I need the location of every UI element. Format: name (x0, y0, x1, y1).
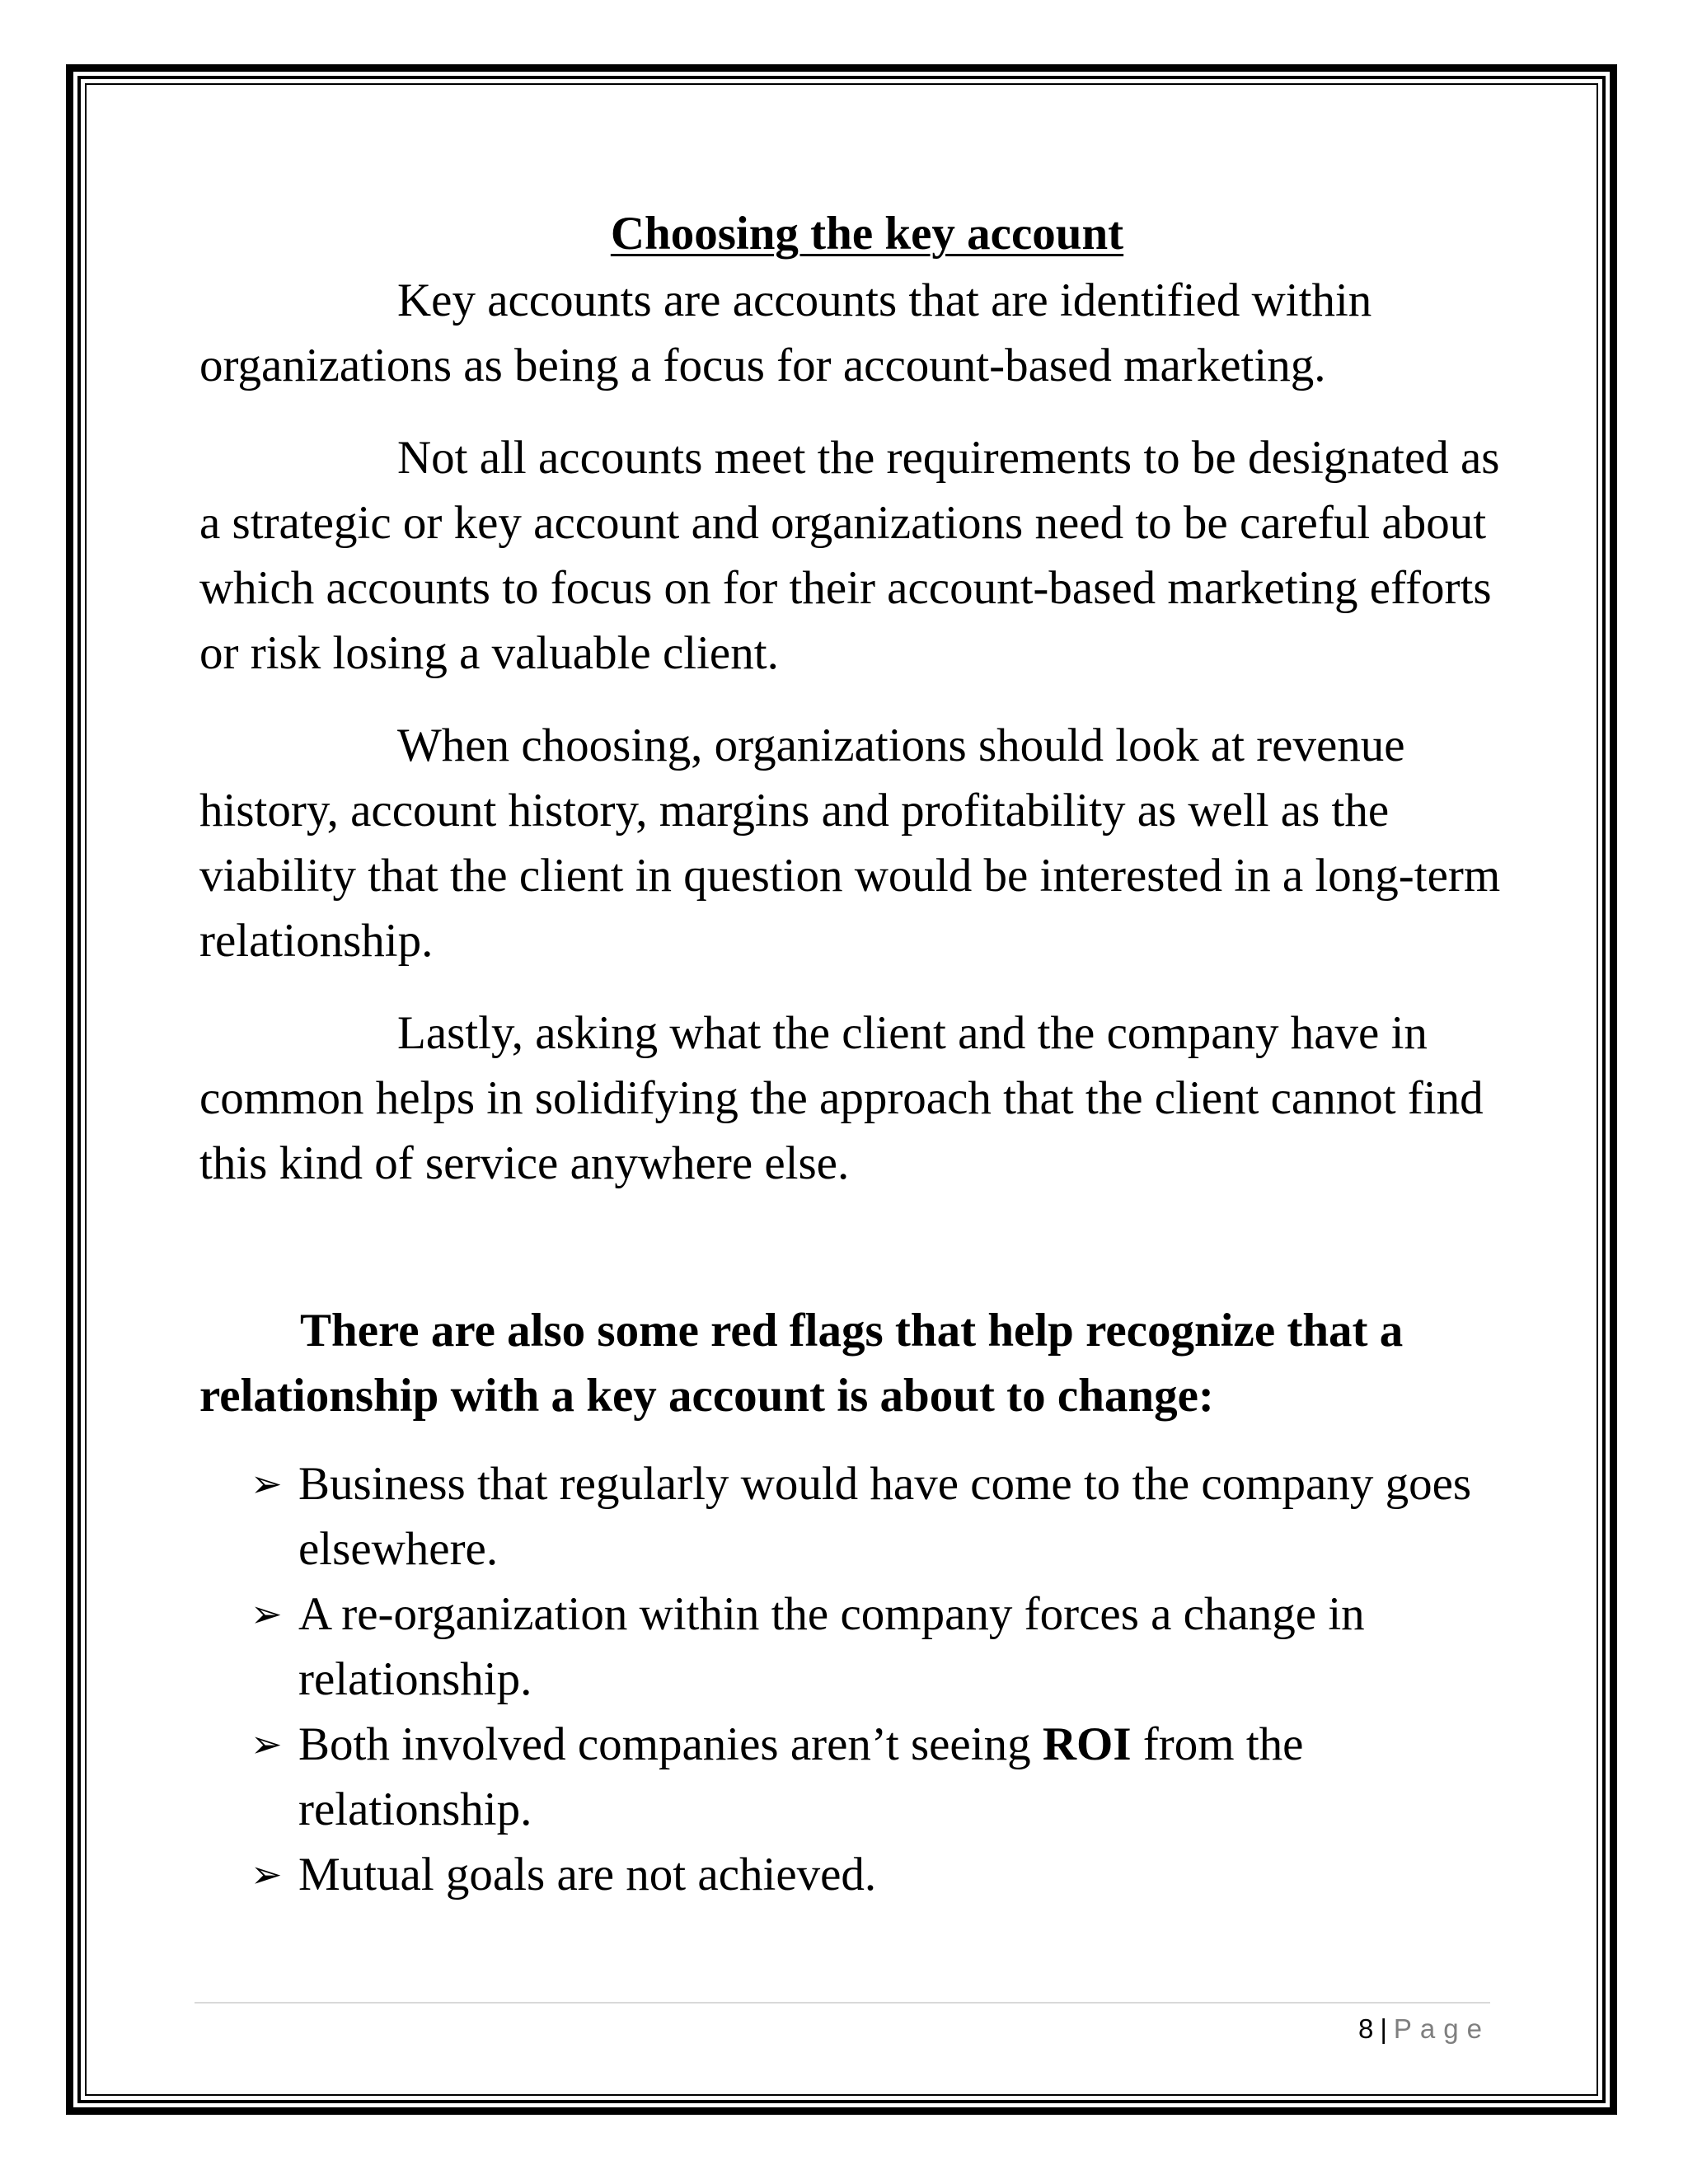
paragraph-requirements: Not all accounts meet the requirements to be designated as a strategic or key account and organizations need to be careful about which accounts to focus on for their account-based marketing efforts or risk losing a valuable client. (199, 432, 1500, 679)
arrowhead-bullet-icon: ➢ (251, 1591, 283, 1636)
page-number: 8 (1357, 2013, 1374, 2044)
page-content (199, 201, 1502, 1907)
paragraph-key-accounts: Key accounts are accounts that are identified within organizations as being a focus for account-based marketing. (199, 274, 1372, 391)
roi-term: ROI (1042, 1718, 1132, 1770)
list-item-text: Mutual goals are not achieved. (298, 1849, 877, 1900)
arrowhead-bullet-icon: ➢ (251, 1852, 283, 1896)
list-item (199, 1451, 1502, 1582)
page-title: Choosing the key account (610, 208, 1124, 260)
footer-separator: | (1380, 2013, 1387, 2044)
list-item-text-after: from the relationship. (298, 1718, 1304, 1835)
footer-divider (195, 2002, 1490, 2004)
paragraph-lastly: Lastly, asking what the client and the company have in common helps in solidifying the approach that the client cannot find this kind of service anywhere else. (199, 1007, 1484, 1189)
red-flags-intro: There are also some red flags that help recognize that a relationship with a key account is about to change: (199, 1305, 1404, 1422)
page-label: Page (1393, 2013, 1490, 2044)
list-item (199, 1712, 1502, 1842)
list-item-text: Business that regularly would have come to the company goes elsewhere. (298, 1458, 1472, 1575)
red-flags-list (199, 1451, 1502, 1907)
page-footer (1358, 2011, 1490, 2047)
list-item (199, 1842, 1502, 1907)
section-spacer (199, 1196, 1502, 1298)
paragraph-choosing: When choosing, organizations should look at revenue history, account history, margins and profitability as well as the viability that the client in question would be interested in a long-term relationship. (199, 719, 1501, 967)
arrowhead-bullet-icon: ➢ (251, 1461, 283, 1506)
list-item (199, 1582, 1502, 1712)
list-item-text-before: Both involved companies aren’t seeing (298, 1718, 1043, 1770)
arrowhead-bullet-icon: ➢ (251, 1722, 283, 1766)
list-item-text: A re-organization within the company forces a change in relationship. (298, 1588, 1365, 1705)
